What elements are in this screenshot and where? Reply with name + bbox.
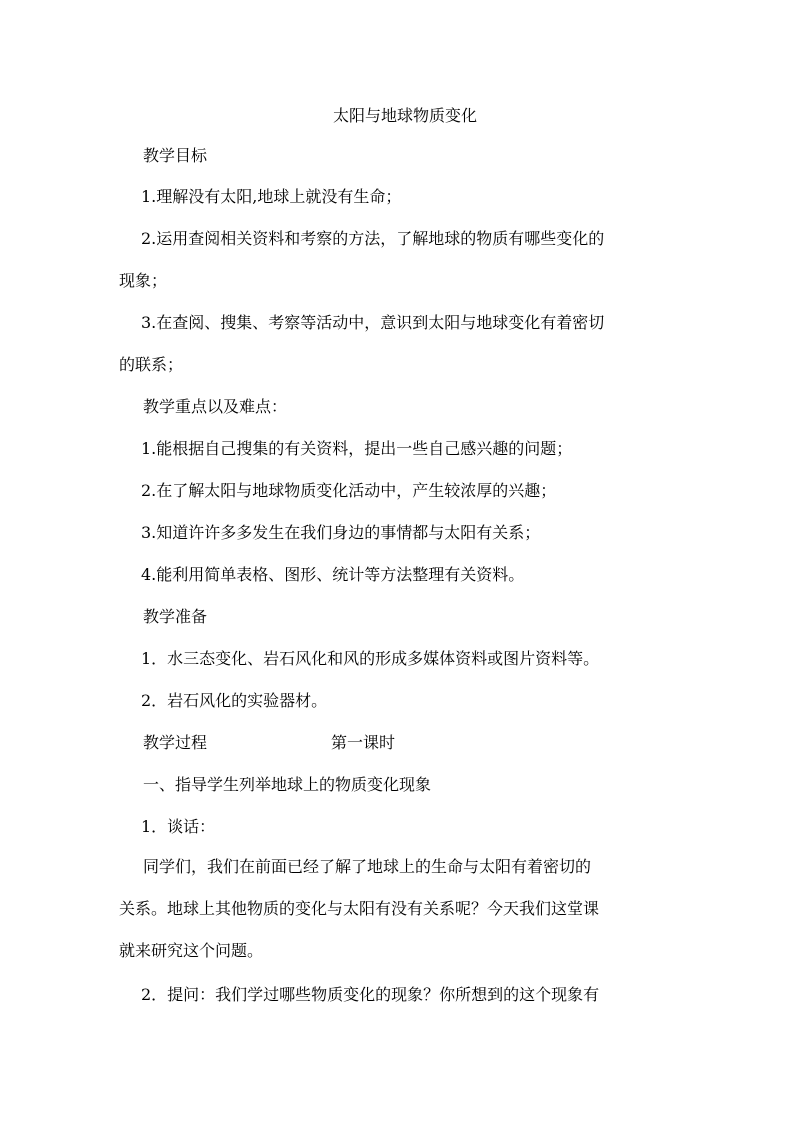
preparation-item-2: 2．岩石风化的实验器材。 (141, 691, 328, 710)
preparation-item-1: 1．水三态变化、岩石风化和风的形成多媒体资料或图片资料等。 (141, 649, 600, 668)
goal-item-1: 1.理解没有太阳,地球上就没有生命； (141, 187, 402, 206)
paragraph-line-1: 同学们，我们在前面已经了解了地球上的生命与太阳有着密切的 (143, 857, 592, 876)
step-1-label: 1．谈话： (141, 817, 216, 836)
paragraph-line-3: 就来研究这个问题。 (119, 941, 264, 960)
goal-item-2: 2.运用查阅相关资料和考察的方法，了解地球的物质有哪些变化的 (141, 229, 605, 248)
key-point-item-1: 1.能根据自己搜集的有关资料，提出一些自己感兴趣的问题； (141, 439, 573, 458)
heading-process (143, 731, 395, 755)
heading-key-points: 教学重点以及难点： (143, 397, 288, 416)
goal-item-2-continued: 现象； (119, 271, 168, 290)
lesson-number: 第一课时 (331, 733, 396, 752)
key-point-item-3: 3.知道许许多多发生在我们身边的事情都与太阳有关系； (141, 523, 541, 542)
process-label: 教学过程 (143, 733, 208, 752)
key-point-item-2: 2.在了解太阳与地球物质变化活动中，产生较浓厚的兴趣； (141, 481, 557, 500)
heading-preparation: 教学准备 (143, 607, 208, 626)
goal-item-3: 3.在查阅、搜集、考察等活动中，意识到太阳与地球变化有着密切 (141, 313, 605, 332)
paragraph-line-2: 关系。地球上其他物质的变化与太阳有没有关系呢？今天我们这堂课 (119, 899, 600, 918)
section-heading-1: 一、指导学生列举地球上的物质变化现象 (143, 775, 432, 794)
step-2-question: 2．提问：我们学过哪些物质变化的现象？你所想到的这个现象有 (141, 985, 600, 1004)
heading-teaching-goals: 教学目标 (143, 146, 208, 165)
key-point-item-4: 4.能利用简单表格、图形、统计等方法整理有关资料。 (141, 565, 525, 584)
goal-item-3-continued: 的联系； (119, 355, 184, 374)
document-title: 太阳与地球物质变化 (332, 106, 477, 125)
